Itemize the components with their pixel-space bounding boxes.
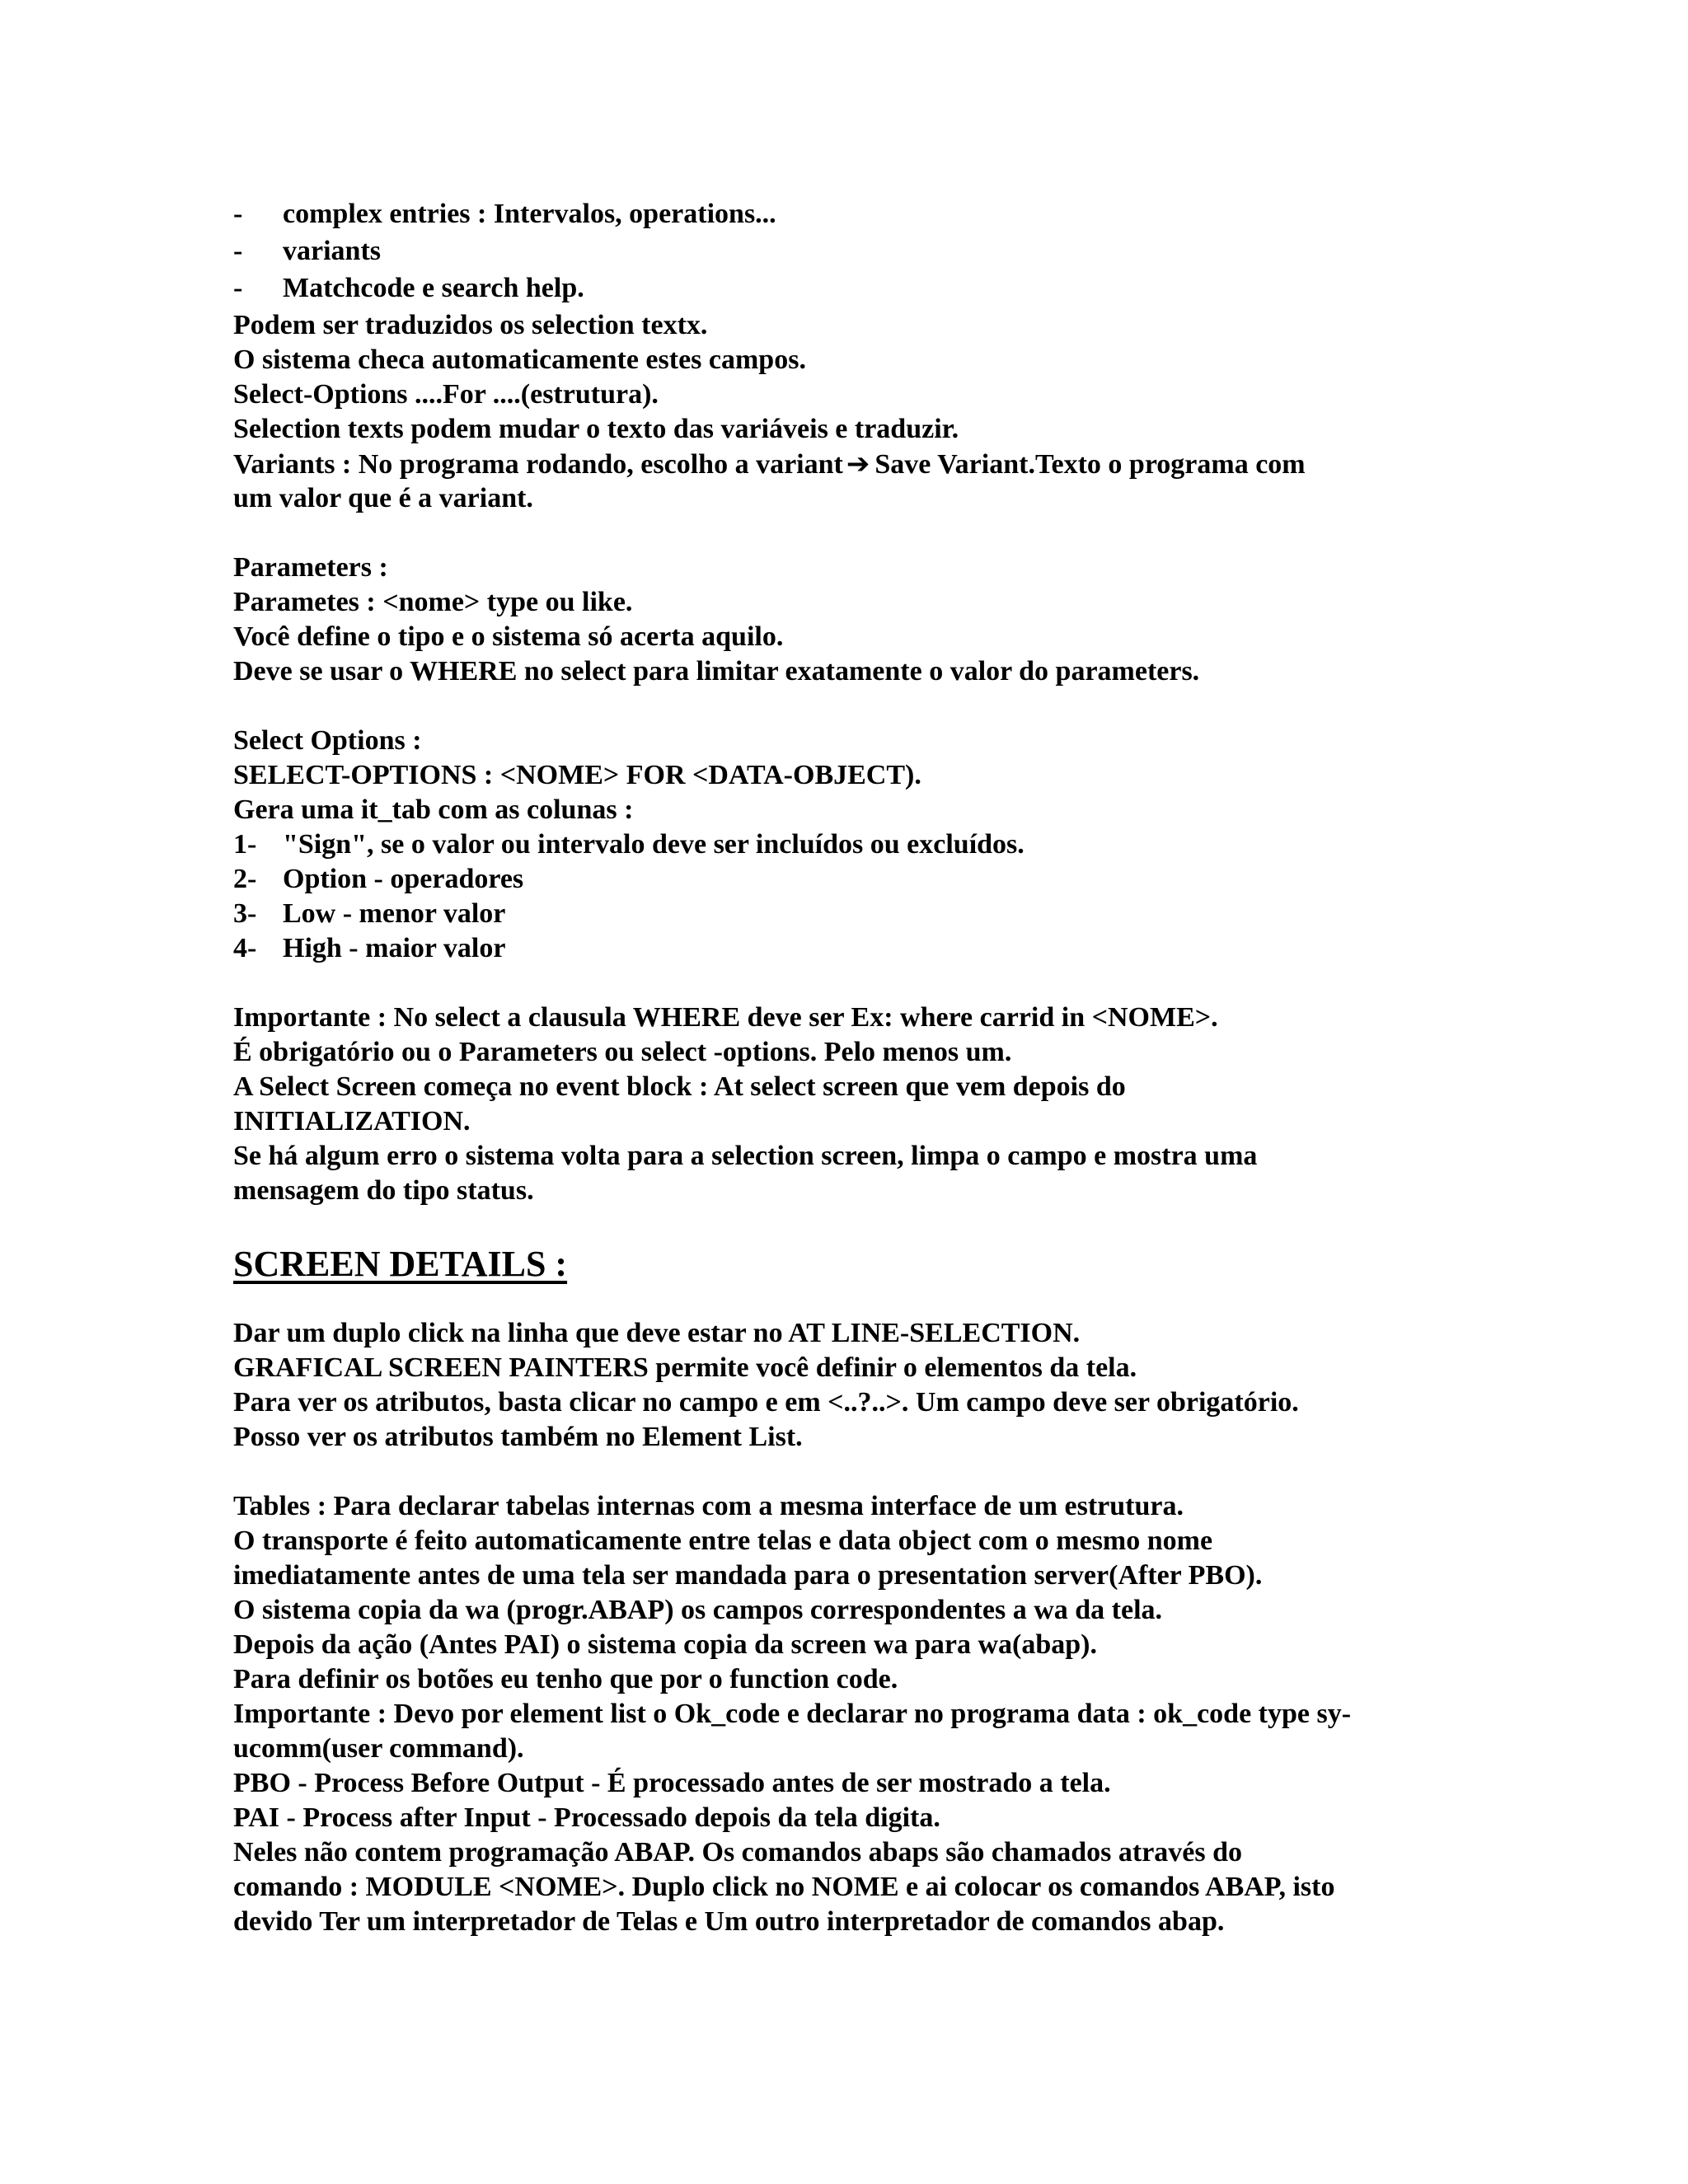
text-line: INITIALIZATION. — [233, 1106, 471, 1137]
text-line: É obrigatório ou o Parameters ou select -options. Pelo menos um. — [233, 1037, 1012, 1067]
list-number: 1- — [233, 829, 257, 860]
text-line: PAI - Process after Input - Processado depois da tela digita. — [233, 1802, 940, 1833]
variants-text-before-arrow: Variants : No programa rodando, escolho a variant — [233, 449, 843, 480]
text-line: O sistema copia da wa (progr.ABAP) os campos correspondentes a wa da tela. — [233, 1595, 1163, 1625]
text-line: mensagem do tipo status. — [233, 1175, 534, 1206]
bullet-item: variants — [283, 236, 381, 266]
bullet-item: Matchcode e search help. — [283, 273, 584, 303]
section-label-select-options: Select Options : — [233, 725, 422, 756]
text-line: Dar um duplo click na linha que deve estar no AT LINE-SELECTION. — [233, 1318, 1081, 1348]
text-line: Importante : Devo por element list o Ok_code e declarar no programa data : ok_code type sy- — [233, 1699, 1352, 1729]
text-line: Neles não contem programação ABAP. Os comandos abaps são chamados através do — [233, 1837, 1243, 1868]
list-number: 4- — [233, 933, 257, 963]
text-line: Importante : No select a clausula WHERE deve ser Ex: where carrid in <NOME>. — [233, 1002, 1218, 1033]
list-item: Low - menor valor — [283, 898, 506, 929]
list-number: 2- — [233, 864, 257, 894]
text-line: comando : MODULE <NOME>. Duplo click no NOME e ai colocar os comandos ABAP, isto — [233, 1872, 1335, 1902]
bullet-marker: - — [233, 236, 243, 266]
text-line: O sistema checa automaticamente estes campos. — [233, 344, 806, 375]
text-line: SELECT-OPTIONS : <NOME> FOR <DATA-OBJECT). — [233, 760, 921, 790]
text-line: ucomm(user command). — [233, 1733, 524, 1764]
text-line: Select-Options ....For ....(estrutura). — [233, 379, 659, 410]
variants-line — [233, 448, 1306, 481]
text-line: Deve se usar o WHERE no select para limitar exatamente o valor do parameters. — [233, 656, 1200, 687]
text-line: Tables : Para declarar tabelas internas com a mesma interface de um estrutura. — [233, 1491, 1184, 1521]
text-line: Selection texts podem mudar o texto das variáveis e traduzir. — [233, 414, 959, 444]
text-line: Depois da ação (Antes PAI) o sistema copia da screen wa para wa(abap). — [233, 1629, 1097, 1660]
text-line: Se há algum erro o sistema volta para a selection screen, limpa o campo e mostra uma — [233, 1141, 1258, 1171]
list-item: "Sign", se o valor ou intervalo deve ser incluídos ou excluídos. — [283, 829, 1025, 860]
bullet-item: complex entries : Intervalos, operations... — [283, 199, 776, 229]
text-line: GRAFICAL SCREEN PAINTERS permite você definir o elementos da tela. — [233, 1352, 1137, 1383]
variants-text-after-arrow: Save Variant.Texto o programa com — [874, 449, 1306, 480]
text-line: Posso ver os atributos também no Element List. — [233, 1422, 803, 1452]
text-line: Para ver os atributos, basta clicar no campo e em <..?..>. Um campo deve ser obrigatório. — [233, 1387, 1299, 1418]
bullet-marker: - — [233, 273, 243, 303]
text-line: Para definir os botões eu tenho que por o function code. — [233, 1664, 898, 1694]
text-line: Gera uma it_tab com as colunas : — [233, 794, 634, 825]
text-line: A Select Screen começa no event block : At select screen que vem depois do — [233, 1071, 1126, 1102]
text-line: imediatamente antes de uma tela ser mandada para o presentation server(After PBO). — [233, 1560, 1263, 1591]
list-number: 3- — [233, 898, 257, 929]
text-line: PBO - Process Before Output - É processado antes de ser mostrado a tela. — [233, 1768, 1111, 1798]
text-line: um valor que é a variant. — [233, 483, 533, 513]
right-arrow-icon: ➔ — [846, 448, 870, 480]
list-item: High - maior valor — [283, 933, 506, 963]
text-line: Podem ser traduzidos os selection textx. — [233, 310, 708, 340]
text-line: O transporte é feito automaticamente entre telas e data object com o mesmo nome — [233, 1526, 1213, 1556]
section-heading: SCREEN DETAILS : — [233, 1244, 568, 1284]
text-line: Parametes : <nome> type ou like. — [233, 587, 633, 617]
text-line: devido Ter um interpretador de Telas e Um outro interpretador de comandos abap. — [233, 1906, 1225, 1937]
section-label-parameters: Parameters : — [233, 552, 388, 583]
list-item: Option - operadores — [283, 864, 524, 894]
text-line: Você define o tipo e o sistema só acerta aquilo. — [233, 621, 784, 652]
bullet-marker: - — [233, 199, 243, 229]
